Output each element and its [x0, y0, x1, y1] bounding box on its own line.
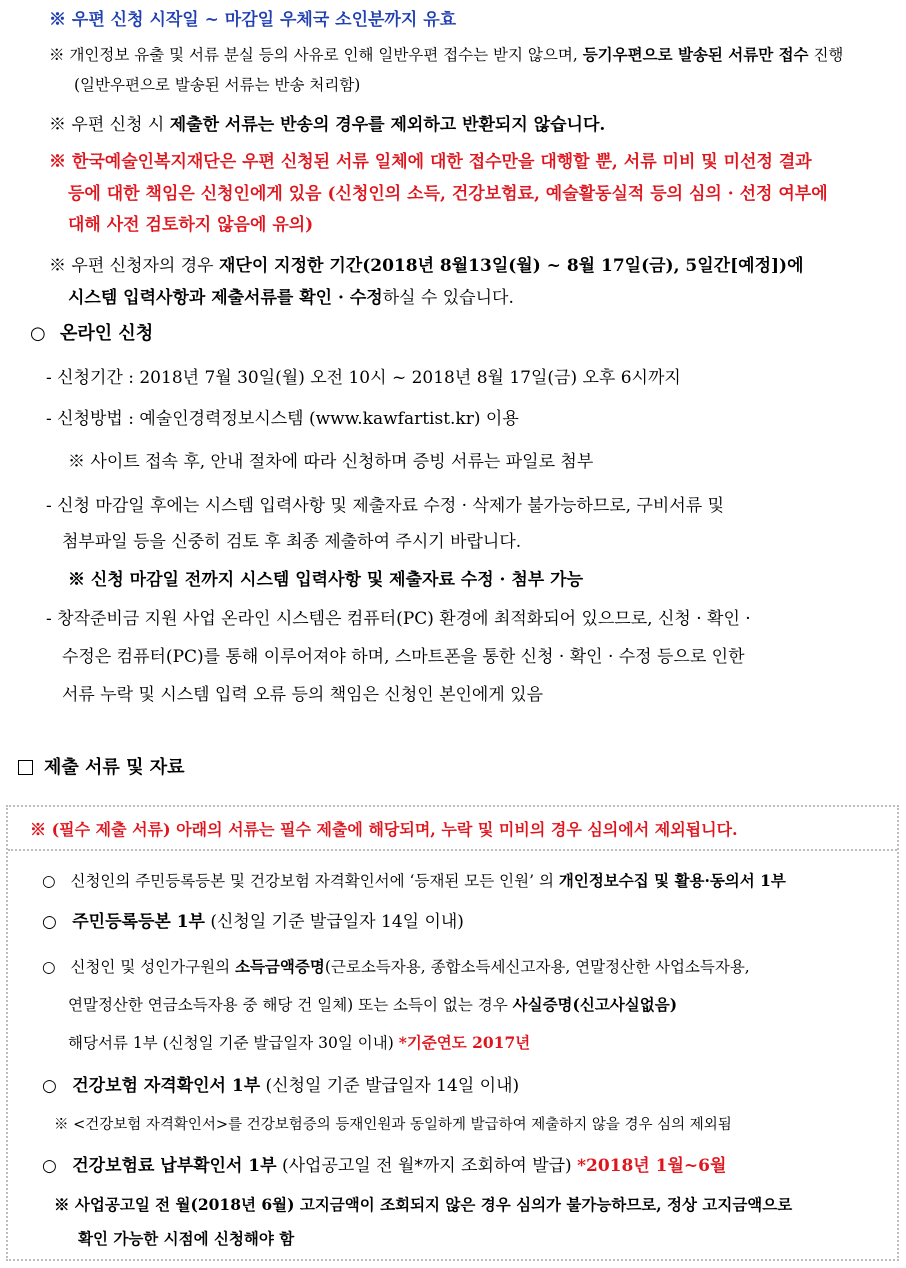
doc-item-resident-register: ○ 주민등록등본 1부 (신청일 기준 발급일자 14일 이내) [42, 912, 464, 932]
doc-item-health-premium-note-cont: 확인 가능한 시점에 신청해야 함 [78, 1229, 295, 1248]
postal-validity-text: 우편 신청 시작일 ~ 마감일 우체국 소인분까지 유효 [71, 10, 457, 30]
deadline-note: - 신청 마감일 후에는 시스템 입력사항 및 제출자료 수정 · 삭제가 불가능하므로, 구비서류 및 [46, 496, 724, 516]
circle-bullet: ○ [42, 912, 57, 932]
reference-mark: ※ [54, 1117, 69, 1133]
reference-mark: ※ [49, 46, 65, 64]
doc-item-health-premium: ○ 건강보험료 납부확인서 1부 (사업공고일 전 월*까지 조회하여 발급) *2018년 1월~6월 [42, 1156, 727, 1176]
reference-mark: ※ [49, 10, 66, 30]
responsibility-note-cont: 대해 사전 검토하지 않음에 유의) [68, 215, 314, 235]
postal-validity-note [49, 8, 456, 32]
doc-item-health-cert-note: ※ <건강보험 자격확인서>를 건강보험증의 등재인원과 동일하게 발급하여 제출하지 않을 경우 심의 제외됨 [54, 1117, 732, 1133]
doc-item-income-cont: 해당서류 1부 (신청일 기준 발급일자 30일 이내) *기준연도 2017년 [68, 1033, 531, 1052]
registered-mail-note-cont: (일반우편으로 발송된 서류는 반송 처리함) [74, 76, 361, 94]
no-return-note: ※ 우편 신청 시 제출한 서류는 반송의 경우를 제외하고 반환되지 않습니다. [49, 115, 606, 135]
pc-environment-note: - 창작준비금 지원 사업 온라인 시스템은 컴퓨터(PC) 환경에 최적화되어 있으므로, 신청 · 확인 · [46, 609, 751, 629]
deadline-bold-note: ※ 신청 마감일 전까지 시스템 입력사항 및 제출자료 수정 · 첨부 가능 [68, 570, 583, 590]
reference-mark: ※ [49, 152, 66, 172]
reference-mark: ※ [49, 256, 66, 276]
online-method: - 신청방법 : 예술인경력정보시스템 (www.kawfartist.kr) 이용 [46, 409, 519, 429]
checkbox-square-icon [18, 760, 33, 775]
required-docs-banner: ※ (필수 제출 서류) 아래의 서류는 필수 제출에 해당되며, 누락 및 미비의 경우 심의에서 제외됩니다. [30, 820, 738, 839]
responsibility-note: ※ 한국예술인복지재단은 우편 신청된 서류 일체에 대한 접수만을 대행할 뿐, 서류 미비 및 미선정 결과 [49, 152, 812, 172]
reference-mark: ※ [54, 1195, 70, 1214]
pc-environment-note-cont: 서류 누락 및 시스템 입력 오류 등의 책임은 신청인 본인에게 있음 [62, 685, 544, 705]
circle-bullet: ○ [42, 872, 56, 890]
circle-bullet: ○ [42, 958, 56, 976]
responsibility-note-cont: 등에 대한 책임은 신청인에게 있음 (신청인의 소득, 건강보험료, 예술활동실적 등의 심의 · 선정 여부에 [68, 184, 828, 204]
submission-docs-title: 제출 서류 및 자료 [44, 757, 185, 778]
online-application-heading: ○ 온라인 신청 [30, 323, 154, 344]
required-docs-divider [8, 849, 897, 851]
reference-mark: ※ [49, 115, 66, 135]
circle-bullet: ○ [42, 1076, 57, 1096]
deadline-note-cont: 첨부파일 등을 신중히 검토 후 최종 제출하여 주시기 바랍니다. [62, 532, 522, 552]
reference-mark: ※ [68, 452, 85, 472]
circle-bullet: ○ [30, 323, 46, 344]
doc-item-income-cont: 연말정산한 연금소득자용 중 해당 건 일체) 또는 소득이 없는 경우 사실증명(신고사실없음) [68, 995, 678, 1014]
review-period-note: ※ 우편 신청자의 경우 재단이 지정한 기간(2018년 8월13일(월) ~ 8월 17일(금), 5일간[예정])에 [49, 256, 804, 276]
review-period-note-cont: 시스템 입력사항과 제출서류를 확인 · 수정하실 수 있습니다. [68, 288, 514, 308]
registered-mail-note: ※ 개인정보 유출 및 서류 분실 등의 사유로 인해 일반우편 접수는 받지 않으며, 등기우편으로 발송된 서류만 접수 진행 [49, 45, 844, 64]
doc-item-health-cert: ○ 건강보험 자격확인서 1부 (신청일 기준 발급일자 14일 이내) [42, 1076, 520, 1096]
doc-item-consent: ○ 신청인의 주민등록등본 및 건강보험 자격확인서에 ‘등재된 모든 인원’ 의 개인정보수집 및 활용·동의서 1부 [42, 871, 786, 890]
online-period: - 신청기간 : 2018년 7월 30일(월) 오전 10시 ~ 2018년 8월 17일(금) 오후 6시까지 [46, 368, 681, 388]
pc-environment-note-cont: 수정은 컴퓨터(PC)를 통해 이루어져야 하며, 스마트폰을 통한 신청 · 확인 · 수정 등으로 인한 [62, 647, 745, 667]
doc-item-health-premium-note: ※ 사업공고일 전 월(2018년 6월) 고지금액이 조회되지 않은 경우 심의가 불가능하므로, 정상 고지금액으로 [54, 1195, 793, 1214]
doc-item-income: ○ 신청인 및 성인가구원의 소득금액증명(근로소득자용, 종합소득세신고자용, 연말정산한 사업소득자용, [42, 957, 750, 976]
online-method-note: ※ 사이트 접속 후, 안내 절차에 따라 신청하며 증빙 서류는 파일로 첨부 [68, 452, 594, 472]
reference-mark: ※ [68, 570, 85, 590]
circle-bullet: ○ [42, 1156, 57, 1176]
